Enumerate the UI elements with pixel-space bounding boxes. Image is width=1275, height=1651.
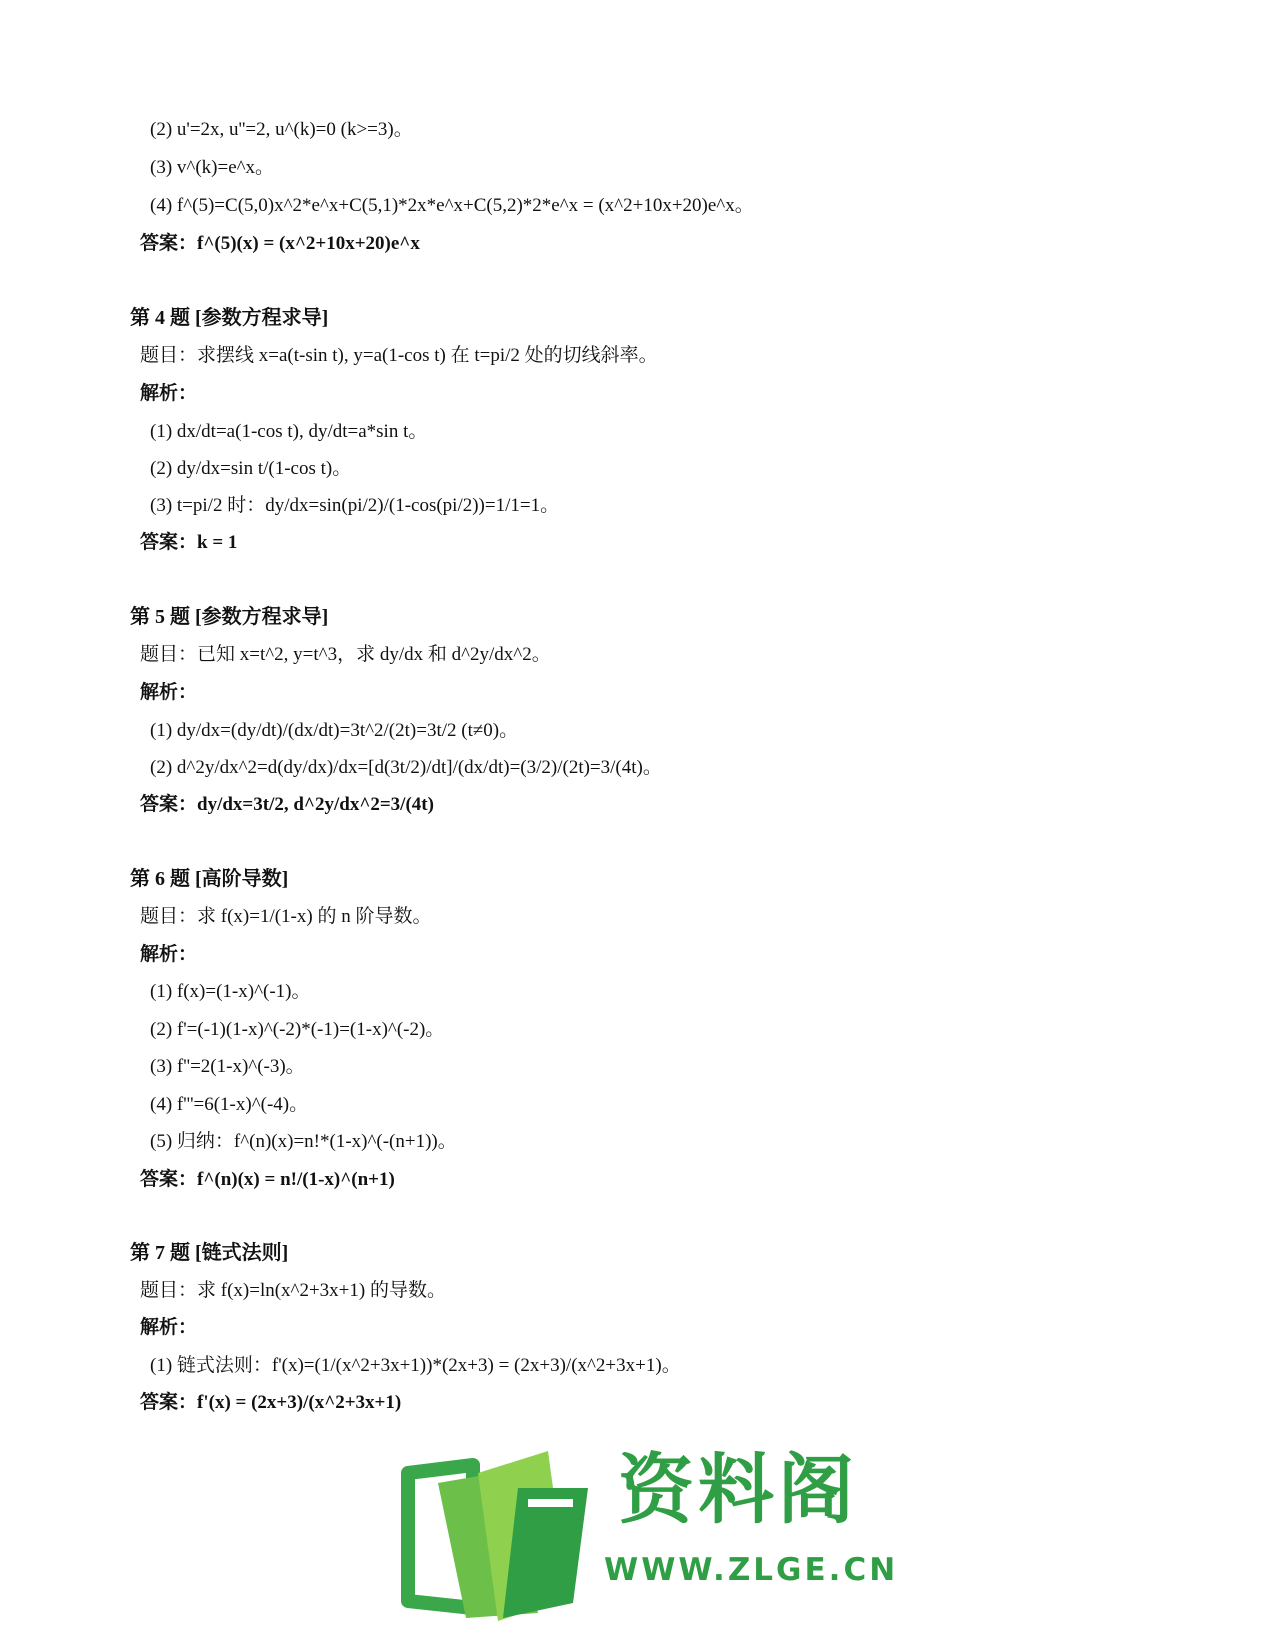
q4-step-3: (3) t=pi/2 时：dy/dx=sin(pi/2)/(1-cos(pi/2))=1/1=1。 [150, 495, 560, 516]
q6-answer-label: 答案： [140, 1169, 198, 1190]
q6-statement: 题目：求 f(x)=1/(1-x) 的 n 阶导数。 [140, 906, 432, 927]
q5-step-1: (1) dy/dx=(dy/dt)/(dx/dt)=3t^2/(2t)=3t/2 (t≠0)。 [150, 720, 519, 741]
q4-step-1: (1) dx/dt=a(1-cos t), dy/dt=a*sin t。 [150, 421, 428, 442]
q3-answer-text: f^(5)(x) = (x^2+10x+20)e^x [197, 233, 420, 254]
q5-answer-label: 答案： [140, 794, 198, 815]
q4-title: 第 4 题 [参数方程求导] [130, 307, 329, 329]
q6-step-2: (2) f'=(-1)(1-x)^(-2)*(-1)=(1-x)^(-2)。 [150, 1019, 445, 1040]
q6-answer [140, 1168, 395, 1192]
q4-answer [140, 531, 237, 555]
q3-step-4: (4) f^(5)=C(5,0)x^2*e^x+C(5,1)*2x*e^x+C(5,2)*2*e^x = (x^2+10x+20)e^x。 [150, 195, 754, 216]
q3-answer [140, 232, 420, 256]
q5-step-2: (2) d^2y/dx^2=d(dy/dx)/dx=[d(3t/2)/dt]/(dx/dt)=(3/2)/(2t)=3/(4t)。 [150, 757, 662, 778]
q4-statement: 题目：求摆线 x=a(t-sin t), y=a(1-cos t) 在 t=pi/2 处的切线斜率。 [140, 345, 658, 366]
q6-title: 第 6 题 [高阶导数] [130, 868, 289, 890]
q4-step-2: (2) dy/dx=sin t/(1-cos t)。 [150, 458, 352, 479]
q5-title: 第 5 题 [参数方程求导] [130, 606, 329, 628]
q6-step-3: (3) f''=2(1-x)^(-3)。 [150, 1056, 305, 1077]
q7-answer-text: f'(x) = (2x+3)/(x^2+3x+1) [197, 1392, 402, 1413]
q6-answer-text: f^(n)(x) = n!/(1-x)^(n+1) [197, 1169, 395, 1190]
q3-step-3: (3) v^(k)=e^x。 [150, 157, 275, 178]
q5-statement: 题目：已知 x=t^2, y=t^3，求 dy/dx 和 d^2y/dx^2。 [140, 644, 551, 665]
q7-statement: 题目：求 f(x)=ln(x^2+3x+1) 的导数。 [140, 1280, 446, 1301]
q7-analysis-label: 解析： [140, 1317, 198, 1338]
q4-analysis-label: 解析： [140, 383, 198, 404]
q5-answer [140, 793, 434, 817]
q6-analysis-label: 解析： [140, 944, 198, 965]
q5-answer-text: dy/dx=3t/2, d^2y/dx^2=3/(4t) [197, 794, 434, 815]
q3-answer-label: 答案： [140, 233, 198, 254]
q4-answer-text: k = 1 [197, 532, 238, 553]
q7-step-1: (1) 链式法则：f'(x)=(1/(x^2+3x+1))*(2x+3) = (2x+3)/(x^2+3x+1)。 [150, 1355, 681, 1376]
q7-answer [140, 1391, 401, 1415]
q5-analysis-label: 解析： [140, 682, 198, 703]
q7-answer-label: 答案： [140, 1392, 198, 1413]
q6-step-1: (1) f(x)=(1-x)^(-1)。 [150, 981, 311, 1002]
watermark-url: WWW.ZLGE.CN [604, 1552, 899, 1588]
q6-step-4: (4) f'''=6(1-x)^(-4)。 [150, 1094, 309, 1115]
q6-step-5: (5) 归纳：f^(n)(x)=n!*(1-x)^(-(n+1))。 [150, 1131, 457, 1152]
q7-title: 第 7 题 [链式法则] [130, 1242, 289, 1264]
watermark-name: 资料阁 [618, 1445, 858, 1534]
q3-step-2: (2) u'=2x, u''=2, u^(k)=0 (k>=3)。 [150, 119, 413, 140]
q4-answer-label: 答案： [140, 532, 198, 553]
